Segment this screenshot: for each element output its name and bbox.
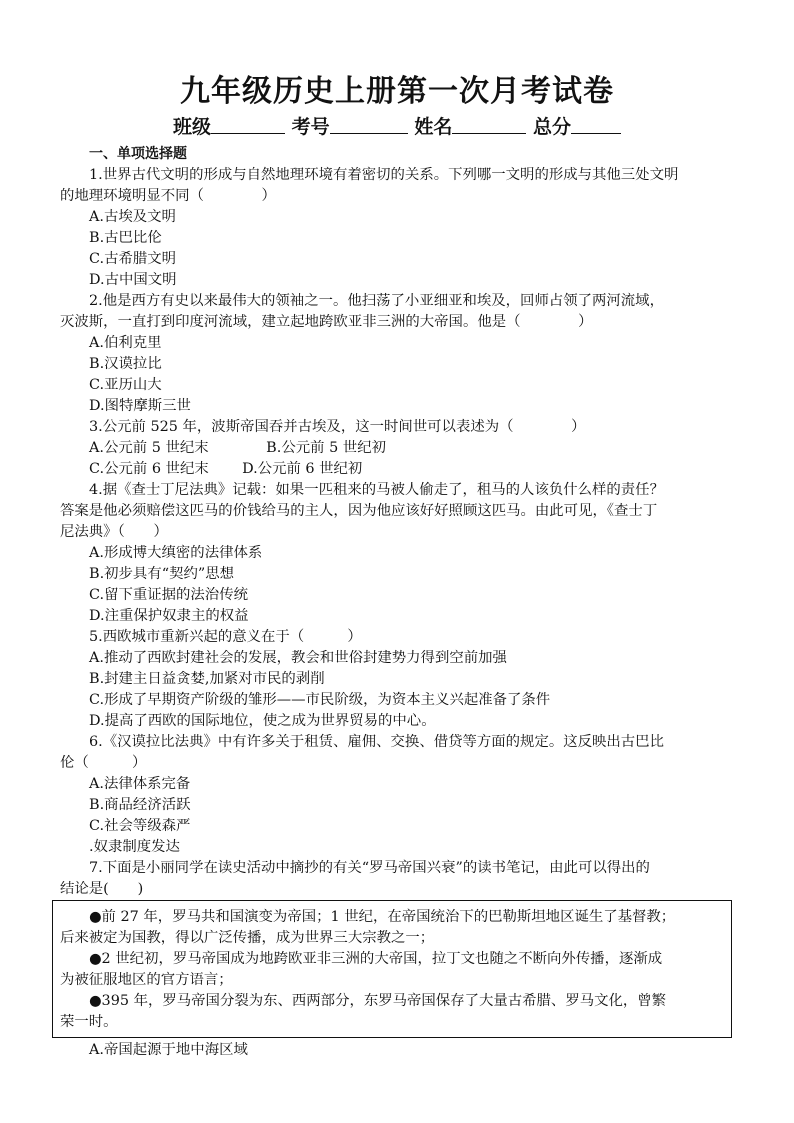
note-item: 为被征服地区的官方语言； — [60, 972, 233, 988]
name-blank[interactable] — [452, 115, 526, 134]
reading-notes-box — [52, 900, 732, 1038]
option: D.注重保护奴隶主的权益 — [89, 608, 249, 624]
student-info-row — [0, 112, 794, 139]
option: A.帝国起源于地中海区域 — [89, 1042, 248, 1058]
option: A.推动了西欧封建社会的发展，教会和世俗封建势力得到空前加强 — [89, 650, 507, 666]
option: A.古埃及文明 — [89, 209, 176, 225]
option: B.汉谟拉比 — [89, 356, 162, 372]
note-item: ●2 世纪初，罗马帝国成为地跨欧亚非三洲的大帝国，拉丁文也随之不断向外传播，逐渐成 — [89, 951, 663, 967]
option: A.公元前 5 世纪末 B.公元前 5 世纪初 — [89, 440, 386, 456]
question-text: 5.西欧城市重新兴起的意义在于（ ） — [89, 629, 362, 645]
score-blank[interactable] — [571, 115, 621, 134]
option: B.古巴比伦 — [89, 230, 162, 246]
option: B.封建主日益贪婪,加紧对市民的剥削 — [89, 671, 325, 687]
option: A.伯利克里 — [89, 335, 162, 351]
question-text: 7.下面是小丽同学在读史活动中摘抄的有关“罗马帝国兴衰”的读书笔记，由此可以得出的 — [89, 860, 650, 876]
option: C.形成了早期资产阶级的雏形——市民阶级，为资本主义兴起准备了条件 — [89, 692, 551, 708]
score-label: 总分 — [532, 116, 571, 138]
question-text: 结论是( ) — [60, 881, 144, 897]
note-item: ●前 27 年，罗马共和国演变为帝国；1 世纪，在帝国统治下的巴勒斯坦地区诞生了基督教； — [89, 909, 676, 925]
option: D.图特摩斯三世 — [89, 398, 191, 414]
option: D.提高了西欧的国际地位，使之成为世界贸易的中心。 — [89, 713, 436, 729]
number-label: 考号 — [291, 116, 330, 138]
option: C.亚历山大 — [89, 377, 162, 393]
section-heading: 一、单项选择题 — [89, 146, 187, 162]
option: B.初步具有“契约”思想 — [89, 566, 234, 582]
class-blank[interactable] — [211, 115, 285, 134]
question-text: 答案是他必须赔偿这匹马的价钱给马的主人，因为他应该好好照顾这匹马。由此可见，《查士丁 — [60, 503, 658, 519]
option: B.商品经济活跃 — [89, 797, 191, 813]
class-label: 班级 — [173, 116, 212, 138]
question-text: 1.世界古代文明的形成与自然地理环境有着密切的关系。下列哪一文明的形成与其他三处文明 — [89, 167, 679, 183]
question-text: 4.据《查士丁尼法典》记载：如果一匹租来的马被人偷走了，租马的人该负什么样的责任？ — [89, 482, 664, 498]
option: A.法律体系完备 — [89, 776, 191, 792]
option: C.社会等级森严 — [89, 818, 191, 834]
note-item: ●395 年，罗马帝国分裂为东、西两部分，东罗马帝国保存了大量古希腊、罗马文化，曾繁 — [89, 993, 667, 1009]
question-text: 灭波斯，一直打到印度河流域，建立起地跨欧亚非三洲的大帝国。他是（ ） — [60, 314, 593, 330]
option: A.形成博大缜密的法律体系 — [89, 545, 263, 561]
number-blank[interactable] — [330, 115, 408, 134]
question-text: 伦（ ） — [60, 755, 147, 771]
option: D.古中国文明 — [89, 272, 177, 288]
option: C.古希腊文明 — [89, 251, 177, 267]
question-text: 2.他是西方有史以来最伟大的领袖之一。他扫荡了小亚细亚和埃及，回师占领了两河流域， — [89, 293, 664, 309]
question-text: 3.公元前 525 年，波斯帝国吞并古埃及，这一时间世可以表述为（ ） — [89, 419, 586, 435]
note-item: 后来被定为国教，得以广泛传播，成为世界三大宗教之一； — [60, 930, 435, 946]
question-text: 尼法典》（ ） — [60, 524, 168, 540]
option: C.留下重证据的法治传统 — [89, 587, 248, 603]
option: .奴隶制度发达 — [89, 839, 180, 855]
option: C.公元前 6 世纪末 D.公元前 6 世纪初 — [89, 461, 363, 477]
note-item: 荣一时。 — [60, 1014, 118, 1030]
question-text: 的地理环境明显不同（ ） — [60, 188, 276, 204]
name-label: 姓名 — [414, 116, 453, 138]
question-text: 6.《汉谟拉比法典》中有许多关于租赁、雇佣、交换、借贷等方面的规定。这反映出古巴比 — [89, 734, 664, 750]
page-title: 九年级历史上册第一次月考试卷 — [180, 74, 614, 109]
